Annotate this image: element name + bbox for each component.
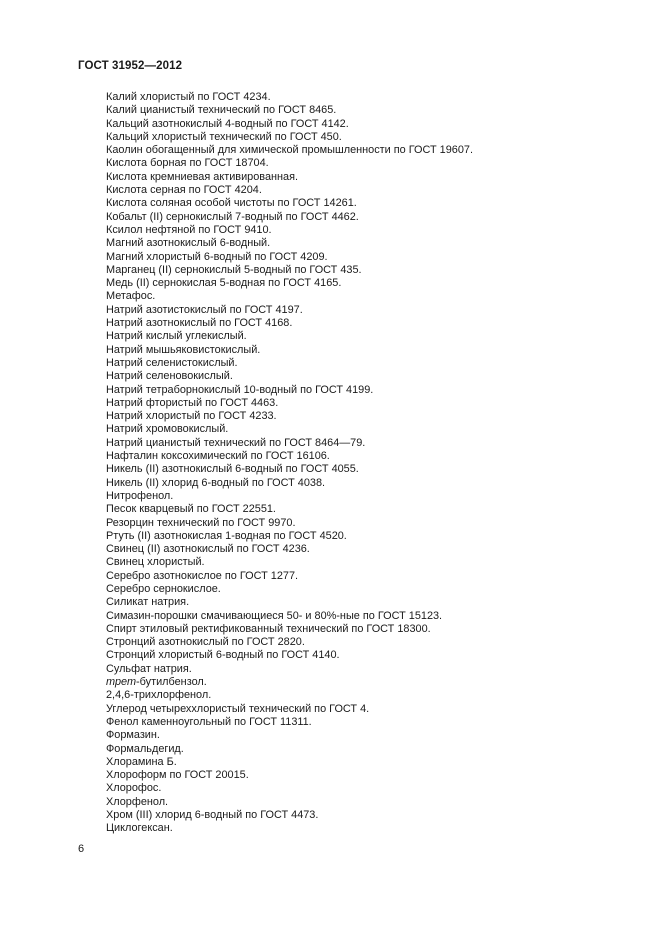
list-item: Песок кварцевый по ГОСТ 22551.	[106, 503, 276, 516]
list-item: Серебро азотнокислое по ГОСТ 1277.	[106, 569, 299, 582]
list-item: Натрий тетраборнокислый 10-водный по ГОСТ 4199.	[106, 383, 374, 396]
list-item: Свинец хлористый.	[106, 556, 205, 569]
list-item: Никель (II) хлорид 6-водный по ГОСТ 4038.	[106, 476, 326, 489]
reagent-list	[106, 91, 473, 836]
list-item: Хлорофос.	[106, 782, 162, 795]
list-item: Формазин.	[106, 729, 160, 742]
list-item: Свинец (II) азотнокислый по ГОСТ 4236.	[106, 543, 310, 556]
list-item: Каолин обогащенный для химической промышленности по ГОСТ 19607.	[106, 144, 473, 157]
list-item: Хлороформ по ГОСТ 20015.	[106, 769, 249, 782]
list-item: Натрий хромовокислый.	[106, 423, 229, 436]
list-item: Ртуть (II) азотнокислая 1-водная по ГОСТ 4520.	[106, 529, 347, 542]
list-item: Натрий цианистый технический по ГОСТ 8464—79.	[106, 436, 366, 449]
list-item: Кальций хлористый технический по ГОСТ 450.	[106, 130, 342, 143]
list-item: Натрий мышьяковистокислый.	[106, 343, 261, 356]
list-item: Хлорамина Б.	[106, 755, 177, 768]
list-item: Никель (II) азотнокислый 6-водный по ГОСТ 4055.	[106, 463, 359, 476]
list-item: Стронций азотнокислый по ГОСТ 2820.	[106, 636, 305, 649]
list-item: Метафос.	[106, 290, 156, 303]
list-item: Спирт этиловый ректификованный технический по ГОСТ 18300.	[106, 622, 431, 635]
list-item: Формальдегид.	[106, 742, 184, 755]
list-item: Хлорфенол.	[106, 795, 169, 808]
list-item: Кислота борная по ГОСТ 18704.	[106, 157, 269, 170]
list-item: Циклогексан.	[106, 822, 173, 835]
list-item: 2,4,6-трихлорфенол.	[106, 689, 212, 702]
list-item: Ксилол нефтяной по ГОСТ 9410.	[106, 223, 272, 236]
list-item: Симазин-порошки смачивающиеся 50- и 80%-ные по ГОСТ 15123.	[106, 609, 443, 622]
list-item: Натрий селенистокислый.	[106, 356, 238, 369]
list-item: Кобальт (II) сернокислый 7-водный по ГОСТ 4462.	[106, 210, 359, 223]
list-item: Натрий хлористый по ГОСТ 4233.	[106, 410, 277, 423]
page-header-standard: ГОСТ 31952—2012	[78, 60, 183, 72]
list-item: Резорцин технический по ГОСТ 9970.	[106, 516, 296, 529]
list-item: Кислота кремниевая активированная.	[106, 170, 299, 183]
list-item: Калий хлористый по ГОСТ 4234.	[106, 91, 271, 103]
list-item: Стронций хлористый 6-водный по ГОСТ 4140.	[106, 649, 340, 662]
list-item-text: -бутилбензол.	[136, 676, 207, 689]
list-item: Магний азотнокислый 6-водный.	[106, 237, 271, 250]
list-item: Медь (II) сернокислая 5-водная по ГОСТ 4165.	[106, 277, 342, 290]
list-item: Кислота соляная особой чистоты по ГОСТ 14261.	[106, 197, 357, 210]
list-item: Калий цианистый технический по ГОСТ 8465.	[106, 104, 337, 117]
list-item: Нафталин коксохимический по ГОСТ 16106.	[106, 450, 330, 463]
list-item: Натрий азотистокислый по ГОСТ 4197.	[106, 303, 303, 316]
list-item	[106, 676, 473, 689]
list-item: Кислота серная по ГОСТ 4204.	[106, 184, 262, 197]
list-item: Сульфат натрия.	[106, 662, 192, 675]
italic-prefix: трет	[106, 676, 137, 689]
list-item: Натрий кислый углекислый.	[106, 330, 247, 343]
list-item: Углерод четыреххлористый технический по ГОСТ 4.	[106, 702, 370, 715]
list-item: Магний хлористый 6-водный по ГОСТ 4209.	[106, 250, 328, 263]
list-item: Натрий селеновокислый.	[106, 370, 233, 383]
list-item: Натрий азотнокислый по ГОСТ 4168.	[106, 317, 293, 330]
list-item: Серебро сернокислое.	[106, 582, 221, 595]
list-item: Нитрофенол.	[106, 489, 174, 502]
list-item: Хром (III) хлорид 6-водный по ГОСТ 4473.	[106, 809, 319, 822]
page-number: 6	[78, 843, 85, 855]
list-item: Силикат натрия.	[106, 596, 190, 609]
list-item: Кальций азотнокислый 4-водный по ГОСТ 4142.	[106, 117, 349, 130]
list-item: Марганец (II) сернокислый 5-водный по ГОСТ 435.	[106, 263, 362, 276]
list-item: Фенол каменноугольный по ГОСТ 11311.	[106, 715, 312, 728]
list-item: Натрий фтористый по ГОСТ 4463.	[106, 396, 279, 409]
